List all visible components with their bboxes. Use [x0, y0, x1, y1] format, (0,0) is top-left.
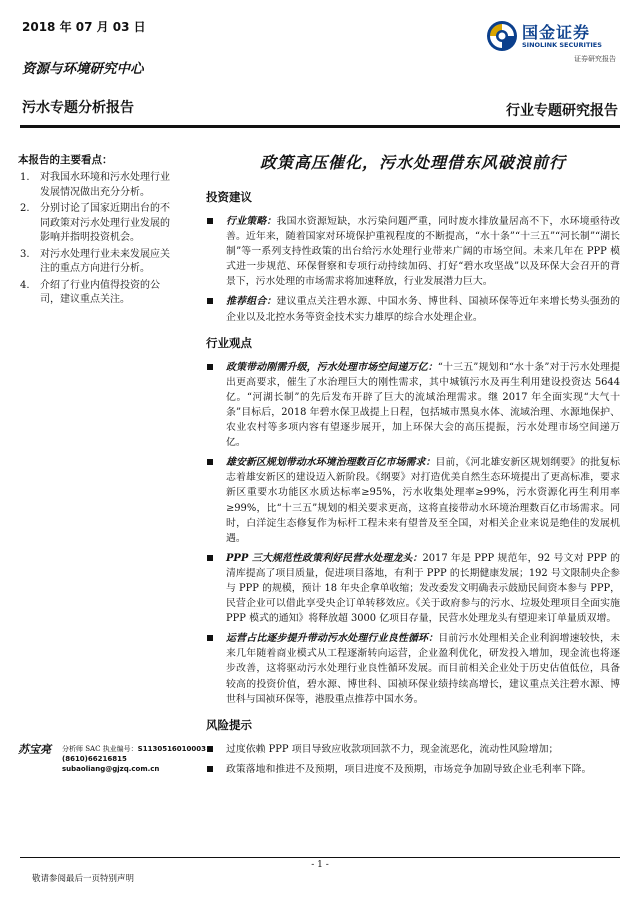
department-name: 资源与环境研究中心 [22, 61, 144, 77]
disclaimer-note: 敬请参阅最后一页特别声明 [32, 874, 135, 884]
square-bullet-icon [206, 294, 226, 324]
bullet-item [206, 214, 620, 289]
bullet-item [206, 551, 620, 626]
bullet-lead: PPP 三大规范性政策利好民营水处理龙头： [226, 552, 423, 564]
highlight-text: 分别讨论了国家近期出台的不同政策对污水处理行业发展的影响并指明投资机会。 [40, 203, 170, 243]
square-bullet-icon [206, 631, 226, 706]
analyst-contact [62, 744, 206, 774]
logo-english-name: SINOLINK SECURITIES [522, 41, 602, 49]
report-headline: 政策高压催化，污水处理借东风破浪前行 [259, 153, 566, 172]
sinolink-logo-icon [486, 20, 518, 52]
bullet-lead: 行业策略： [226, 216, 277, 227]
highlight-item [18, 202, 178, 246]
square-bullet-icon [206, 551, 226, 626]
company-logo [486, 16, 616, 66]
bullet-text: 建议重点关注碧水源、中国水务、博世科、国祯环保等近年来增长势头强劲的企业以及北控水务等资金技术实力雄厚的综合水处理企业。 [226, 296, 620, 323]
bullet-lead: 政策带动刚需升级，污水处理市场空间递万亿： [226, 361, 438, 373]
square-bullet-icon [206, 762, 226, 777]
highlight-text: 对我国水环境和污水处理行业发展情况做出充分分析。 [40, 172, 170, 198]
footer-rule [20, 857, 620, 858]
logo-chinese-name: 国金证券 [522, 23, 591, 42]
bullet-text: 政策落地和推进不及预期，项目进度不及预期，市场竞争加剧导致企业毛利率下降。 [226, 763, 592, 775]
bullet-item [206, 762, 620, 777]
highlight-text: 介绍了行业内值得投资的公司，建议重点关注。 [40, 279, 160, 305]
analyst-phone: (8610)66216815 [62, 755, 127, 763]
bullet-item [206, 455, 620, 546]
bullet-text: 我国水资源短缺，水污染问题严重，同时废水排放量居高不下，水环境亟待改善。近年来，随着国家对环境保护重视程度的不断提高，“水十条”“十三五”“河长制”“湖长制”等一系列支持性政策的出台给污水处理行业带来广阔的市场空间。未来几年在 PPP 模式进一步规范、环保督察和专项行动持续加码、打好“碧水攻坚战”以及环保大会召开的背景下，污水处理的市场需求将加速释放，行业发展潜力巨大。 [226, 216, 620, 288]
square-bullet-icon [206, 360, 226, 451]
highlights-title: 本报告的主要看点： [18, 154, 113, 166]
highlight-item [18, 248, 178, 277]
bullet-lead: 雄安新区规划带动水环境治理数百亿市场需求： [226, 457, 436, 469]
square-bullet-icon [206, 455, 226, 546]
bullet-lead: 推荐组合： [226, 296, 277, 308]
highlight-number: 2. [20, 203, 30, 214]
bullet-text: “十三五”规划和“水十条”对于污水处理提出更高要求，催生了水治理巨大的刚性需求，其中城镇污水及再生利用建设投资达 5644 亿。“河湖长制”的先后发布开辟了巨大的流域治理需求。继 2017 年全面实现“大气十条”目标后，2018 年碧水保卫战提上日程，包括城市黑臭水体、流域治理、水源地保护、农业农村等多项内容有望逐步展开，加上环保大会的高压提振，污水处理市场空间递万亿。 [226, 361, 620, 449]
highlight-number: 3. [20, 248, 30, 260]
square-bullet-icon [206, 214, 226, 289]
report-date: 2018 年 07 月 03 日 [22, 20, 146, 34]
square-bullet-icon [206, 742, 226, 757]
highlight-item [18, 171, 178, 200]
bullet-lead: 运营占比逐步提升带动污水处理行业良性循环： [226, 633, 439, 645]
bullet-item [206, 742, 620, 757]
bullet-text: 2017 年是 PPP 规范年，92 号文对 PPP 的清库提高了项目质量，促进项目落地，有利于 PPP 的长期健康发展；192 号文限制央企参与 PPP 的规模，预计 18 年央企拿单收缩；发改委发文明确表示鼓励民间资本参与 PPP，民营企业可以借此享受央企订单转移效应。《关于政府参与的污水、垃圾处理项目全面实施 PPP 模式的通知》将释放超 3000 亿项目存量，民营水处理龙头有望迎来订单量质双增。 [226, 552, 621, 625]
highlight-number: 1. [20, 172, 30, 183]
bullet-item [206, 360, 620, 451]
page-number: - 1 - [311, 860, 329, 870]
header-rule [20, 125, 620, 128]
logo-subtitle: 证券研究报告 [574, 55, 616, 63]
bullet-item [206, 631, 620, 706]
highlights-sidebar [18, 152, 178, 310]
highlight-item [18, 279, 178, 308]
analyst-sac-number: S1130516010003 [137, 745, 207, 753]
report-type: 行业专题研究报告 [506, 103, 618, 119]
section-title-industry-view: 行业观点 [206, 335, 252, 350]
bullet-item [206, 294, 620, 324]
analyst-email[interactable]: subaoliang@gjzq.com.cn [62, 765, 160, 773]
bullet-text: 目前，《河北雄安新区规划纲要》的批复标志着雄安新区的建设迈入新阶段。《纲要》对打造优美自然生态环境提出了更高标准，要求新区重要水功能区水质达标率≥95%，污水收集处理率≥99%，污水资源化再生利用率≥99%，比“十三五”规划的相关要求更高，这将直接带动水环境治理数百亿市场需求。同时，白洋淀生态修复作为标杆工程未来有望普及至全国，对相关企业来说是绝佳的发展机遇。 [226, 457, 620, 544]
section-title-risk: 风险提示 [206, 717, 252, 732]
analyst-name: 苏宝亮 [18, 743, 51, 756]
section-title-investment: 投资建议 [206, 190, 252, 204]
bullet-text: 目前污水处理相关企业利润增速较快，未来几年随着商业模式从工程逐渐转向运营，企业盈利优化，研发投入增加，现金流也将逐步改善，这将驱动污水处理行业良性循环发展。而目前相关企业处于历史估值低位，具备较高的投资价值，碧水源、博世科、国祯环保业绩持续高增长，建议重点关注碧水源、博世科与国祯环保等，港股重点推荐中国水务。 [226, 633, 620, 705]
highlight-number: 4. [20, 279, 30, 291]
bullet-text: 过度依赖 PPP 项目导致应收款项回款不力，现金流恶化，流动性风险增加； [226, 743, 559, 755]
report-series-title: 污水专题分析报告 [22, 100, 134, 116]
analyst-sac-label: 分析师 SAC 执业编号： [62, 745, 138, 753]
highlight-text: 对污水处理行业未来发展应关注的重点方向进行分析。 [40, 248, 170, 274]
main-content [206, 150, 620, 782]
